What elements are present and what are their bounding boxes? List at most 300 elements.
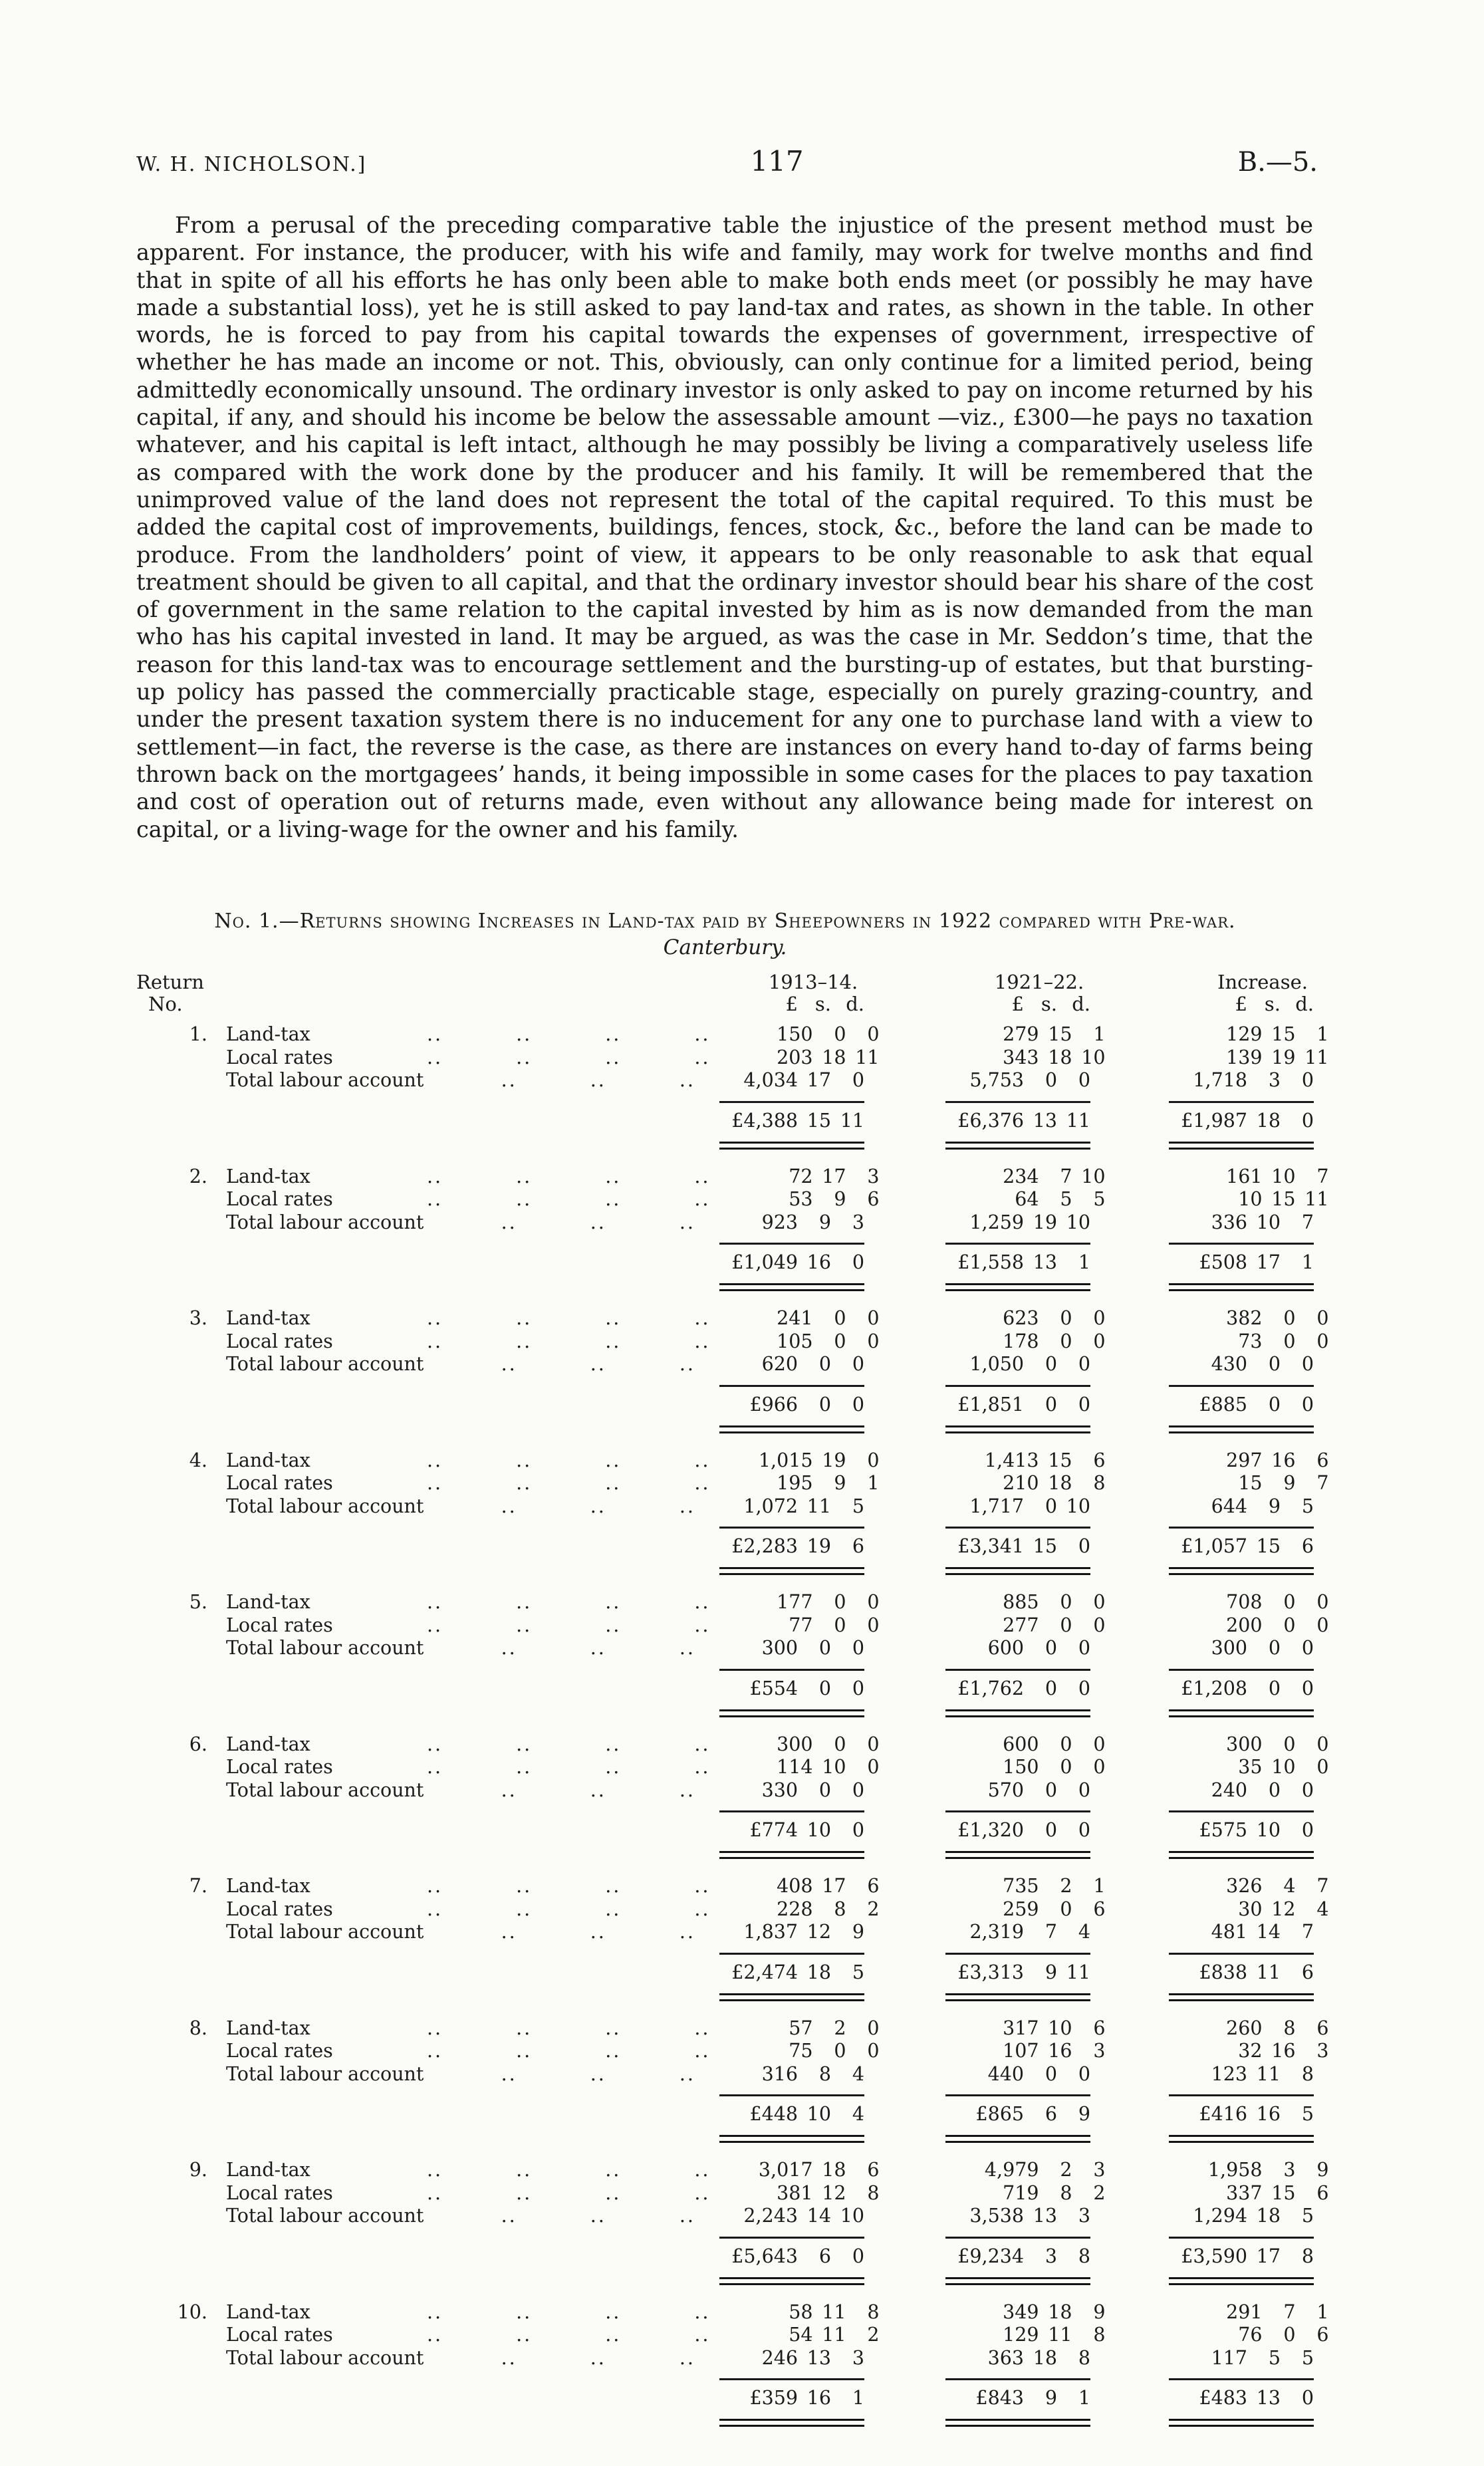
pounds-value: 735 (1003, 1875, 1039, 1897)
shillings-value: 3 (1268, 1069, 1281, 1091)
pence-value: 7 (1301, 1211, 1314, 1233)
total-amount-1921-22 (924, 2102, 1090, 2126)
leader-dots: .. (694, 1898, 711, 1920)
row-label: Land-tax (226, 1023, 310, 1045)
return-number: 1. (189, 1023, 207, 1045)
rule-line (1169, 1385, 1314, 1387)
shillings-label: s. (814, 993, 831, 1015)
pence-value: 5 (1301, 2346, 1314, 2369)
pounds-value: 291 (1226, 2300, 1263, 2323)
pounds-value: 77 (789, 1614, 813, 1636)
table-row (136, 1211, 1314, 1235)
pounds-value: 440 (987, 2062, 1024, 2085)
shillings-value: 18 (1256, 2205, 1281, 2227)
leader-dots: .. (605, 1733, 622, 1755)
total-row (136, 2102, 1314, 2126)
pence-value: 0 (1093, 1307, 1106, 1329)
leader-dots: .. (679, 1069, 695, 1091)
amount-1913-14 (713, 2182, 880, 2205)
amount-1913-14 (713, 1756, 880, 1779)
pence-value: 1 (1093, 1023, 1106, 1045)
amount-increase (1163, 1449, 1329, 1473)
row-label: Total labour account (226, 2205, 424, 2227)
pence-value: 0 (867, 1023, 880, 1045)
pounds-value: 129 (1226, 1023, 1263, 1045)
pounds-value: 72 (789, 1165, 813, 1187)
shillings-value: 16 (1048, 2040, 1072, 2062)
pence-value: 0 (1093, 1614, 1106, 1636)
rule-line (945, 1669, 1090, 1671)
amount-1921-22 (939, 1188, 1106, 1211)
amount-1913-14 (713, 1330, 880, 1354)
double-rule-line (1169, 2135, 1314, 2143)
return-number: 10. (177, 2300, 207, 2323)
leader-dots: .. (605, 1449, 622, 1471)
leader-dots: .. (501, 1069, 517, 1091)
shillings-value: 7 (1060, 1165, 1072, 1187)
amount-increase (1163, 1188, 1329, 1211)
pounds-value: 117 (1211, 2346, 1247, 2369)
pounds-value: £1,762 (957, 1677, 1024, 1699)
row-label: Local rates (226, 1330, 333, 1352)
shillings-value: 7 (1283, 2300, 1296, 2323)
leader-dots: .. (694, 1188, 711, 1210)
table-row (136, 1733, 1329, 1757)
pounds-value: 570 (987, 1779, 1024, 1801)
pounds-value: 260 (1226, 2017, 1263, 2039)
pounds-value: 75 (789, 2040, 813, 2062)
row-label: Total labour account (226, 1495, 424, 1517)
pence-value: 0 (1093, 1756, 1106, 1778)
pounds-value: £1,208 (1181, 1677, 1247, 1699)
dot-leaders (427, 1779, 698, 1802)
leader-dots: .. (516, 1188, 533, 1210)
pounds-value: 240 (1211, 1779, 1247, 1801)
amount-increase (1163, 1307, 1329, 1330)
item-rows (136, 1875, 1329, 1944)
pounds-value: 1,015 (758, 1449, 813, 1471)
pounds-value: 620 (761, 1353, 798, 1375)
double-rule-line (1169, 1142, 1314, 1150)
leader-dots: .. (605, 1307, 622, 1329)
return-block (136, 2300, 1329, 2427)
pounds-value: 885 (1003, 1591, 1039, 1613)
shillings-value: 0 (1283, 1614, 1296, 1636)
amount-1921-22 (924, 1069, 1090, 1092)
double-rule-line (945, 1142, 1090, 1150)
leader-dots: .. (694, 2159, 711, 2181)
rule-line (1169, 2094, 1314, 2096)
pence-value: 6 (1301, 1961, 1314, 1983)
pounds-value: 623 (1003, 1307, 1039, 1329)
pounds-value: 1,413 (984, 1449, 1039, 1471)
shillings-value: 11 (822, 2324, 846, 2346)
double-rule-line (945, 1283, 1090, 1291)
table-title: No. 1.—Returns showing Increases in Land-tax paid by Sheepowners in 1922 compared with Pre-war. (214, 910, 1236, 933)
rule-line (1169, 1810, 1314, 1812)
leader-dots: .. (501, 1211, 517, 1233)
shillings-value: 14 (806, 2205, 831, 2227)
shillings-value: 0 (1060, 1330, 1072, 1352)
shillings-value: 15 (806, 1109, 831, 1132)
leader-dots: .. (694, 2300, 711, 2323)
shillings-value: 9 (1283, 1472, 1296, 1494)
shillings-value: 0 (834, 1307, 846, 1329)
leader-dots: .. (605, 1165, 622, 1187)
pounds-value: 326 (1226, 1875, 1263, 1897)
shillings-value: 3 (1283, 2159, 1296, 2181)
table-subtitle: Canterbury. (663, 935, 787, 959)
amount-1921-22 (939, 2159, 1106, 2182)
pounds-value: 316 (761, 2062, 798, 2085)
row-label: Land-tax (226, 1591, 310, 1613)
pounds-value: £575 (1199, 1819, 1247, 1841)
pounds-value: £2,283 (731, 1535, 798, 1557)
table-row (136, 2347, 1314, 2370)
leader-dots: .. (516, 1733, 533, 1755)
amount-1913-14 (698, 1637, 864, 1660)
pence-value: 0 (1093, 1330, 1106, 1352)
pence-value: 0 (1078, 1393, 1090, 1416)
dot-leaders (427, 1188, 713, 1211)
shillings-value: 9 (818, 1211, 831, 1233)
pence-value: 0 (867, 2040, 880, 2062)
pence-value: 0 (867, 1330, 880, 1352)
dot-leaders (427, 1756, 713, 1779)
amount-1921-22 (939, 1307, 1106, 1330)
pounds-value: 234 (1003, 1165, 1039, 1187)
pounds-value: 57 (789, 2017, 813, 2039)
rule-line (719, 1527, 864, 1529)
shillings-value: 0 (1045, 1637, 1057, 1659)
pence-value: 0 (1301, 1109, 1314, 1132)
amount-1921-22 (939, 2182, 1106, 2205)
shillings-value: 15 (1048, 1023, 1072, 1045)
pounds-value: £865 (975, 2103, 1024, 2125)
double-rule-line (719, 2277, 864, 2285)
double-rule-line (945, 1567, 1090, 1575)
pounds-value: 300 (777, 1733, 813, 1755)
shillings-value: 7 (1045, 1921, 1057, 1943)
rule-line (719, 1953, 864, 1955)
shillings-value: 0 (1045, 1495, 1057, 1517)
leader-dots: .. (516, 2181, 533, 2204)
pence-value: 6 (1316, 1449, 1329, 1471)
amount-1921-22 (924, 1637, 1090, 1660)
pence-value: 0 (852, 1779, 864, 1801)
total-amount-1913-14 (698, 1251, 864, 1275)
pence-value: 5 (1093, 1188, 1106, 1210)
leader-dots: .. (605, 1330, 622, 1352)
pence-value: 0 (1078, 1779, 1090, 1801)
return-block (136, 1591, 1329, 1717)
rule-line (945, 1953, 1090, 1955)
pence-value: 2 (1093, 2181, 1106, 2204)
pounds-value: 381 (777, 2181, 813, 2204)
pence-value: 0 (852, 1393, 864, 1416)
pence-value: 0 (1316, 1756, 1329, 1778)
item-rows (136, 2017, 1329, 2086)
rule-line (945, 1101, 1090, 1103)
pounds-value: 32 (1238, 2040, 1263, 2062)
total-row (136, 1109, 1314, 1133)
pence-value: 1 (852, 2387, 864, 2409)
shillings-value: 10 (806, 1819, 831, 1841)
table-row (136, 1875, 1329, 1898)
leader-dots: .. (427, 1898, 443, 1920)
author-note: W. H. NICHOLSON.] (136, 153, 367, 176)
pence-value: 6 (1093, 2017, 1106, 2039)
rule-line (945, 2094, 1090, 2096)
amount-1913-14 (713, 2040, 880, 2063)
pence-value: 0 (1078, 1677, 1090, 1699)
amount-1921-22 (939, 1756, 1106, 1779)
shillings-value: 16 (806, 2387, 831, 2409)
amount-increase (1148, 1069, 1314, 1092)
shillings-value: 16 (1271, 2040, 1296, 2062)
pounds-value: 297 (1226, 1449, 1263, 1471)
pence-value: 3 (1093, 2159, 1106, 2181)
double-rule-line (719, 1993, 864, 2001)
total-rule-above (136, 2094, 1314, 2096)
row-label: Total labour account (226, 1921, 424, 1943)
shillings-value: 11 (1048, 2324, 1072, 2346)
shillings-value: 15 (1256, 1535, 1281, 1557)
total-amount-increase (1148, 1535, 1314, 1558)
amount-1913-14 (698, 2205, 864, 2228)
double-rule-line (719, 1425, 864, 1433)
double-rule-line (719, 1283, 864, 1291)
leader-dots: .. (605, 2324, 622, 2346)
amount-1913-14 (713, 1614, 880, 1638)
leader-dots: .. (605, 1472, 622, 1494)
pence-value: 8 (1093, 2324, 1106, 2346)
pounds-value: 228 (777, 1898, 813, 1920)
leader-dots: .. (605, 1875, 622, 1897)
dot-leaders (427, 1495, 698, 1519)
pounds-value: 64 (1015, 1188, 1039, 1210)
pence-value: 0 (867, 1614, 880, 1636)
return-number: 3. (189, 1307, 207, 1329)
amount-increase (1148, 2347, 1314, 2370)
return-block (136, 1449, 1329, 1576)
total-rule-below (136, 1567, 1314, 1575)
pence-value: 6 (1316, 2017, 1329, 2039)
leader-dots: .. (605, 2040, 622, 2062)
amount-increase (1163, 2182, 1329, 2205)
rule-line (1169, 1953, 1314, 1955)
shillings-value: 0 (818, 1637, 831, 1659)
total-amount-increase (1148, 2386, 1314, 2410)
leader-dots: .. (605, 2181, 622, 2204)
return-block (136, 1307, 1329, 1433)
total-amount-increase (1148, 1961, 1314, 1985)
pounds-symbol: £ (1235, 993, 1247, 1015)
total-amount-1913-14 (698, 1109, 864, 1133)
total-row (136, 1961, 1314, 1985)
row-label: Land-tax (226, 1733, 310, 1755)
leader-dots: .. (694, 1023, 711, 1045)
leader-dots: .. (427, 1614, 443, 1636)
shillings-value: 13 (1256, 2387, 1281, 2409)
shillings-value: 13 (1033, 2205, 1057, 2227)
leader-dots: .. (590, 1069, 606, 1091)
rule-line (1169, 1669, 1314, 1671)
leader-dots: .. (516, 1330, 533, 1352)
row-label: Local rates (226, 1614, 333, 1636)
shillings-value: 17 (1256, 2245, 1281, 2267)
amount-1921-22 (939, 2017, 1106, 2040)
pounds-value: 54 (789, 2324, 813, 2346)
return-number: 7. (189, 1875, 207, 1897)
dot-leaders (427, 2063, 698, 2086)
shillings-value: 9 (834, 1188, 846, 1210)
double-rule-line (945, 2277, 1090, 2285)
row-label: Local rates (226, 1898, 333, 1920)
amount-1921-22 (939, 1472, 1106, 1495)
row-label: Local rates (226, 2040, 333, 2062)
pence-value: 9 (1078, 2103, 1090, 2125)
pence-value: 4 (852, 2103, 864, 2125)
amount-1913-14 (713, 1166, 880, 1189)
total-amount-1913-14 (698, 1535, 864, 1558)
pence-value: 0 (1078, 1069, 1090, 1091)
row-label: Total labour account (226, 2346, 424, 2369)
pence-value: 5 (852, 1961, 864, 1983)
double-rule-line (719, 1142, 864, 1150)
double-rule-line (1169, 1283, 1314, 1291)
pounds-value: 300 (1211, 1637, 1247, 1659)
column-header-1913-14 (698, 971, 864, 1015)
pounds-value: 105 (777, 1330, 813, 1352)
amount-1913-14 (698, 2347, 864, 2370)
pence-value: 3 (1078, 2205, 1090, 2227)
row-label: Local rates (226, 1046, 333, 1068)
shillings-value: 18 (1048, 2300, 1072, 2323)
pence-value: 9 (1316, 2159, 1329, 2181)
dot-leaders (427, 1614, 713, 1638)
return-block (136, 1875, 1329, 2001)
row-label: Land-tax (226, 1165, 310, 1187)
rule-line (945, 1243, 1090, 1245)
shillings-value: 13 (1033, 1109, 1057, 1132)
pounds-value: £9,234 (957, 2245, 1024, 2267)
shillings-value: 10 (806, 2103, 831, 2125)
currency-subheader (924, 993, 1090, 1015)
amount-increase (1148, 2063, 1314, 2086)
leader-dots: .. (679, 1921, 695, 1943)
total-rule-below (136, 1993, 1314, 2001)
pounds-value: £508 (1199, 1251, 1247, 1273)
total-rule-above (136, 1385, 1314, 1387)
currency-subheader (1148, 993, 1314, 1015)
pence-value: 2 (867, 1898, 880, 1920)
dot-leaders (427, 1307, 713, 1330)
pounds-value: 336 (1211, 1211, 1247, 1233)
pence-value: 0 (867, 1449, 880, 1471)
pounds-value: 1,259 (969, 1211, 1024, 1233)
pence-value: 0 (852, 2245, 864, 2267)
pence-value: 2 (867, 2324, 880, 2346)
dot-leaders (427, 2347, 698, 2370)
total-rule-below (136, 1283, 1314, 1291)
leader-dots: .. (516, 2159, 533, 2181)
dot-leaders (427, 2324, 713, 2347)
leader-dots: .. (694, 2017, 711, 2039)
pence-value: 0 (1093, 1733, 1106, 1755)
total-amount-1921-22 (924, 1251, 1090, 1275)
amount-increase (1163, 1875, 1329, 1898)
total-amount-1921-22 (924, 2245, 1090, 2269)
amount-1913-14 (713, 1188, 880, 1211)
dot-leaders (427, 1898, 713, 1921)
pence-value: 1 (1078, 2387, 1090, 2409)
pounds-value: 177 (777, 1591, 813, 1613)
pounds-value: 600 (1003, 1733, 1039, 1755)
amount-1921-22 (939, 1330, 1106, 1354)
shillings-value: 19 (806, 1535, 831, 1557)
amount-1921-22 (924, 2205, 1090, 2228)
pence-value: 3 (852, 2346, 864, 2369)
amount-increase (1148, 1495, 1314, 1519)
pounds-value: 349 (1003, 2300, 1039, 2323)
pence-value: 0 (852, 1353, 864, 1375)
pounds-value: 330 (761, 1779, 798, 1801)
row-label: Local rates (226, 2324, 333, 2346)
shillings-value: 0 (1045, 1677, 1057, 1699)
shillings-value: 14 (1256, 1921, 1281, 1943)
pence-value: 0 (1316, 1733, 1329, 1755)
pence-value: 3 (1316, 2040, 1329, 2062)
double-rule-line (1169, 2277, 1314, 2285)
pounds-value: 203 (777, 1046, 813, 1068)
table-row (136, 1614, 1329, 1638)
shillings-value: 15 (1271, 1188, 1296, 1210)
pence-value: 6 (1093, 1898, 1106, 1920)
leader-dots: .. (516, 1307, 533, 1329)
shillings-value: 8 (1060, 2181, 1072, 2204)
row-label: Total labour account (226, 1211, 424, 1233)
pounds-value: 1,718 (1193, 1069, 1247, 1091)
pence-value: 7 (1316, 1472, 1329, 1494)
leader-dots: .. (516, 2300, 533, 2323)
total-row (136, 1251, 1314, 1275)
amount-1913-14 (698, 2063, 864, 2086)
shillings-value: 18 (1256, 1109, 1281, 1132)
total-rule-below (136, 2277, 1314, 2285)
pence-value: 6 (867, 2159, 880, 2181)
shillings-value: 0 (1060, 1591, 1072, 1613)
return-header-line1: Return (136, 971, 204, 993)
leader-dots: .. (501, 1637, 517, 1659)
table-row (136, 1353, 1314, 1376)
amount-1921-22 (924, 2063, 1090, 2086)
pence-value: 9 (1093, 2300, 1106, 2323)
leader-dots: .. (605, 2017, 622, 2039)
shillings-value: 0 (1045, 1353, 1057, 1375)
pounds-symbol: £ (1011, 993, 1024, 1015)
item-rows (136, 2300, 1329, 2370)
pence-value: 6 (1316, 2324, 1329, 2346)
column-header-1921-22 (924, 971, 1090, 1015)
pounds-value: 195 (777, 1472, 813, 1494)
row-label: Land-tax (226, 1307, 310, 1329)
dot-leaders (427, 2205, 698, 2228)
pence-value: 0 (1301, 1637, 1314, 1659)
amount-1913-14 (713, 2301, 880, 2324)
table-row (136, 2300, 1329, 2324)
table-row (136, 1756, 1329, 1779)
